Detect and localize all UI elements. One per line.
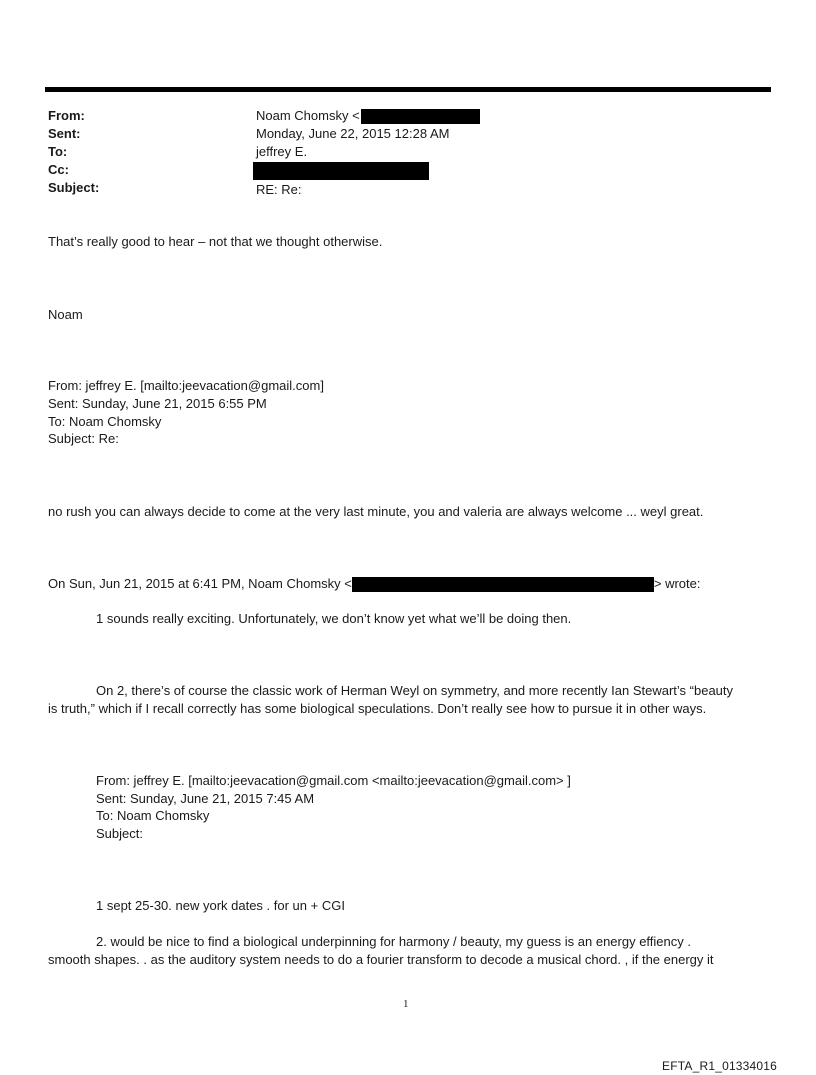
from-label: From:: [48, 108, 85, 123]
quoted3-subject: Subject:: [96, 826, 143, 841]
reply-signature: Noam: [48, 307, 83, 322]
quoted2-intro-prefix: On Sun, Jun 21, 2015 at 6:41 PM, Noam Chomsky <: [48, 576, 352, 591]
quoted1-from: From: jeffrey E. [mailto:jeevacation@gmail.com]: [48, 378, 324, 393]
quoted3-sent: Sent: Sunday, June 21, 2015 7:45 AM: [96, 791, 315, 806]
sent-value: Monday, June 22, 2015 12:28 AM: [256, 126, 450, 141]
from-value: [256, 107, 480, 125]
from-sender-name: Noam Chomsky <: [256, 108, 360, 123]
quoted2-para1: 1 sounds really exciting. Unfortunately, we don’t know yet what we’ll be doing then.: [96, 611, 572, 626]
sent-label: Sent:: [48, 126, 81, 141]
quoted3-item1: 1 sept 25-30. new york dates . for un + CGI: [96, 898, 345, 913]
quoted3-to: To: Noam Chomsky: [96, 808, 210, 823]
to-label: To:: [48, 144, 68, 159]
quoted3-item2-line1: 2. would be nice to find a biological underpinning for harmony / beauty, my guess is an energy effiency .: [96, 934, 691, 949]
quoted1-sent: Sent: Sunday, June 21, 2015 6:55 PM: [48, 396, 267, 411]
quoted2-para2-line2: is truth,” which if I recall correctly has some biological speculations. Don’t really see how to pursue it in other ways.: [48, 701, 707, 716]
subject-label: Subject:: [48, 180, 100, 195]
page-number: 1: [403, 998, 409, 1010]
quoted1-body: no rush you can always decide to come at the very last minute, you and valeria are always welcome ... weyl great.: [48, 504, 704, 519]
header-divider: [45, 87, 771, 92]
cc-redaction-box: [253, 162, 429, 180]
email-redaction-box: [352, 577, 654, 592]
bates-number: EFTA_R1_01334016: [662, 1059, 778, 1073]
quoted2-intro: [48, 575, 700, 593]
cc-label: Cc:: [48, 162, 69, 177]
quoted2-intro-suffix: > wrote:: [653, 576, 701, 591]
quoted3-item2-line2: smooth shapes. . as the auditory system needs to do a fourier transform to decode a musical chord. , if the energy it: [48, 952, 714, 967]
to-value: jeffrey E.: [256, 144, 308, 159]
quoted1-to: To: Noam Chomsky: [48, 414, 162, 429]
subject-value: RE: Re:: [256, 182, 302, 197]
quoted3-from: From: jeffrey E. [mailto:jeevacation@gmail.com <mailto:jeevacation@gmail.com> ]: [96, 773, 571, 788]
quoted2-para2-line1: On 2, there’s of course the classic work of Herman Weyl on symmetry, and more recently Ian Stewart’s “beauty: [96, 683, 734, 698]
redaction-box: [361, 109, 480, 124]
quoted1-subject: Subject: Re:: [48, 431, 119, 446]
reply-line: That’s really good to hear – not that we thought otherwise.: [48, 234, 383, 249]
